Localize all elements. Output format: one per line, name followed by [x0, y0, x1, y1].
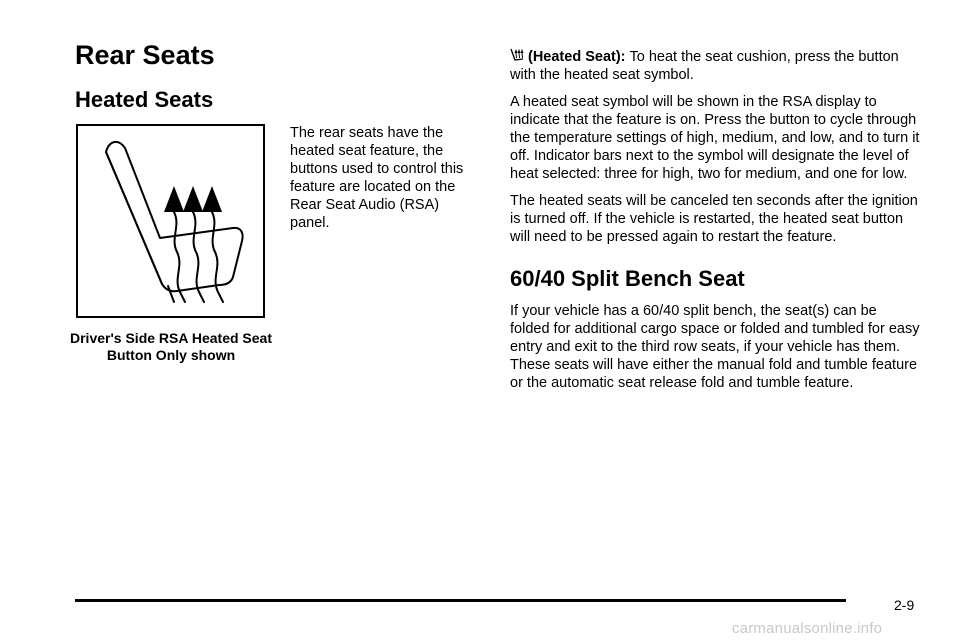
section-heading: Heated Seats [75, 87, 214, 112]
footer-rule [75, 599, 846, 602]
rsa-display-paragraph: A heated seat symbol will be shown in the RSA display to indicate that the feature is on. Press the button to cycle through the temperature settings of high, medium, and low, and to turn it off. Indicator bars next to the symbol will designate the level of heat selected: three for high, two for medium, and one for low. [510, 94, 920, 182]
figure-box [76, 124, 265, 318]
page-title: Rear Seats [75, 40, 215, 70]
page-number: 2-9 [894, 597, 915, 613]
lead-text: To heat the seat cushion, press the button with the heated seat symbol. [510, 49, 899, 83]
heated-seat-paragraph [510, 48, 920, 84]
split-bench-heading: 60/40 Split Bench Seat [510, 266, 745, 291]
lead-term: (Heated Seat): [528, 49, 626, 65]
column-2 [510, 48, 920, 401]
heated-seat-icon [510, 48, 525, 62]
heated-seat-icon [78, 126, 263, 316]
watermark: carmanualsonline.info [732, 620, 883, 637]
intro-text: The rear seats have the heated seat feature, the buttons used to control this feature are located on the Rear Seat Audio (RSA) panel. [290, 125, 464, 231]
split-bench-paragraph: If your vehicle has a 60/40 split bench, the seat(s) can be folded for additional cargo space or folded and tumbled for easy entry and exit to the third row seats, if your vehicle has them. These seats will have either the manual fold and tumble feature or the automatic seat release fold and tumble feature. [510, 303, 920, 391]
cancel-paragraph: The heated seats will be canceled ten seconds after the ignition is turned off. If the vehicle is restarted, the heated seat button will need to be pressed again to restart the feature. [510, 193, 918, 245]
figure-caption: Driver's Side RSA Heated Seat Button Only shown [70, 330, 273, 363]
